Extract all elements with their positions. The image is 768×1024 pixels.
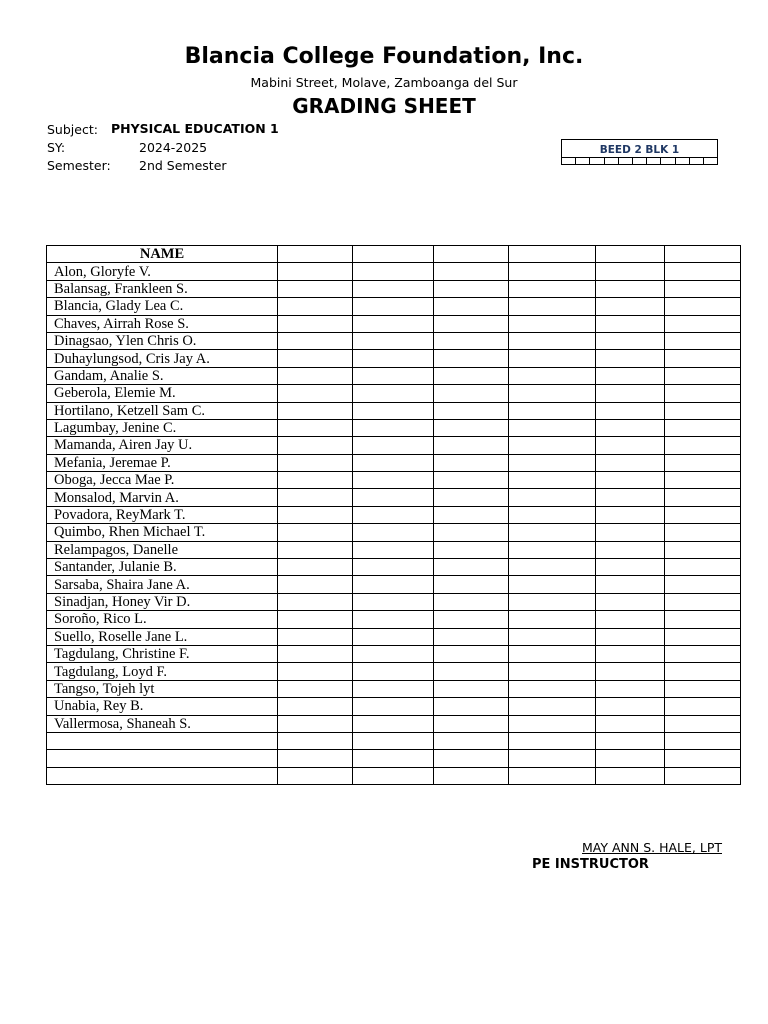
grade-cell[interactable] [434, 419, 509, 436]
grade-cell[interactable] [596, 298, 665, 315]
grade-cell[interactable] [509, 645, 596, 662]
grade-cell[interactable] [509, 454, 596, 471]
grade-cell[interactable] [665, 645, 741, 662]
grade-cell[interactable] [278, 732, 353, 749]
grade-cell[interactable] [509, 350, 596, 367]
grade-cell[interactable] [665, 611, 741, 628]
student-rows [47, 263, 741, 785]
student-name-cell: Vallermosa, Shaneah S. [47, 715, 278, 732]
grade-cell[interactable] [353, 263, 434, 280]
student-name-cell: Balansag, Frankleen S. [47, 280, 278, 297]
grade-cell[interactable] [434, 698, 509, 715]
grade-cell[interactable] [434, 472, 509, 489]
table-row [47, 263, 741, 280]
grade-cell[interactable] [509, 298, 596, 315]
student-name-cell: Tagdulang, Christine F. [47, 645, 278, 662]
grade-cell[interactable] [509, 576, 596, 593]
grade-cell[interactable] [596, 541, 665, 558]
table-row [47, 419, 741, 436]
grade-cell[interactable] [665, 472, 741, 489]
grade-cell[interactable] [596, 332, 665, 349]
grade-cell[interactable] [509, 628, 596, 645]
grade-cell[interactable] [665, 437, 741, 454]
grade-cell[interactable] [596, 698, 665, 715]
grade-cell[interactable] [596, 628, 665, 645]
grade-cell[interactable] [434, 628, 509, 645]
grade-cell[interactable] [434, 506, 509, 523]
table-header-row [47, 246, 741, 263]
student-name-cell: Tagdulang, Loyd F. [47, 663, 278, 680]
grade-cell[interactable] [278, 559, 353, 576]
grade-cell[interactable] [665, 298, 741, 315]
table-row [47, 559, 741, 576]
grade-cell[interactable] [353, 576, 434, 593]
grade-cell[interactable] [509, 698, 596, 715]
grade-cell[interactable] [509, 385, 596, 402]
grade-cell[interactable] [509, 506, 596, 523]
grade-cell[interactable] [434, 645, 509, 662]
grade-cell[interactable] [434, 263, 509, 280]
grade-cell[interactable] [278, 280, 353, 297]
grade-cell[interactable] [353, 732, 434, 749]
student-name-cell [47, 732, 278, 749]
semester-value: 2nd Semester [139, 158, 227, 173]
school-address: Mabini Street, Molave, Zamboanga del Sur [250, 75, 518, 90]
grade-cell[interactable] [665, 385, 741, 402]
grade-cell[interactable] [278, 315, 353, 332]
subject-value: PHYSICAL EDUCATION 1 [111, 121, 279, 136]
table-row [47, 350, 741, 367]
grade-cell[interactable] [278, 750, 353, 767]
grade-cell[interactable] [278, 385, 353, 402]
grade-cell[interactable] [509, 750, 596, 767]
grade-cell[interactable] [596, 402, 665, 419]
grade-cell[interactable] [353, 402, 434, 419]
grade-cell[interactable] [353, 524, 434, 541]
grade-column-header [353, 246, 434, 263]
grade-cell[interactable] [509, 419, 596, 436]
grade-cell[interactable] [278, 715, 353, 732]
grade-cell[interactable] [434, 541, 509, 558]
grade-cell[interactable] [665, 454, 741, 471]
grade-cell[interactable] [278, 350, 353, 367]
grade-cell[interactable] [278, 593, 353, 610]
grade-cell[interactable] [434, 332, 509, 349]
grade-cell[interactable] [434, 732, 509, 749]
table-row [47, 385, 741, 402]
grade-cell[interactable] [278, 506, 353, 523]
table-row [47, 472, 741, 489]
grade-cell[interactable] [596, 593, 665, 610]
student-name-cell: Mefania, Jeremae P. [47, 454, 278, 471]
grade-cell[interactable] [509, 559, 596, 576]
grade-cell[interactable] [596, 315, 665, 332]
grade-cell[interactable] [353, 437, 434, 454]
student-name-cell: Alon, Gloryfe V. [47, 263, 278, 280]
grade-cell[interactable] [278, 611, 353, 628]
grade-cell[interactable] [353, 628, 434, 645]
grade-cell[interactable] [278, 419, 353, 436]
grade-cell[interactable] [596, 454, 665, 471]
grade-cell[interactable] [665, 489, 741, 506]
grade-cell[interactable] [509, 472, 596, 489]
grade-cell[interactable] [596, 367, 665, 384]
grade-cell[interactable] [596, 732, 665, 749]
grade-cell[interactable] [509, 489, 596, 506]
grade-cell[interactable] [596, 524, 665, 541]
grade-cell[interactable] [509, 263, 596, 280]
grade-cell[interactable] [596, 715, 665, 732]
table-row [47, 645, 741, 662]
student-name-cell: Suello, Roselle Jane L. [47, 628, 278, 645]
table-row [47, 541, 741, 558]
table-row [47, 315, 741, 332]
grade-cell[interactable] [434, 454, 509, 471]
grade-cell[interactable] [665, 541, 741, 558]
grade-cell[interactable] [278, 402, 353, 419]
grade-cell[interactable] [353, 367, 434, 384]
table-row [47, 576, 741, 593]
grade-column-header [596, 246, 665, 263]
grade-cell[interactable] [278, 298, 353, 315]
grade-cell[interactable] [509, 593, 596, 610]
grade-cell[interactable] [665, 506, 741, 523]
grade-cell[interactable] [434, 715, 509, 732]
student-name-cell: Povadora, ReyMark T. [47, 506, 278, 523]
grade-cell[interactable] [434, 524, 509, 541]
grade-cell[interactable] [665, 402, 741, 419]
grade-cell[interactable] [509, 524, 596, 541]
grading-table [46, 245, 741, 785]
grade-cell[interactable] [278, 663, 353, 680]
student-name-cell: Oboga, Jecca Mae P. [47, 472, 278, 489]
grade-cell[interactable] [278, 628, 353, 645]
school-name: Blancia College Foundation, Inc. [184, 44, 584, 69]
table-row [47, 454, 741, 471]
grade-cell[interactable] [278, 472, 353, 489]
grade-cell[interactable] [278, 767, 353, 784]
grade-cell[interactable] [509, 402, 596, 419]
grade-cell[interactable] [434, 385, 509, 402]
grade-cell[interactable] [434, 559, 509, 576]
student-name-cell: Sinadjan, Honey Vir D. [47, 593, 278, 610]
subject-label: Subject: [47, 122, 98, 137]
grade-cell[interactable] [509, 332, 596, 349]
grade-cell[interactable] [353, 698, 434, 715]
grade-cell[interactable] [434, 680, 509, 697]
student-name-cell: Sarsaba, Shaira Jane A. [47, 576, 278, 593]
grade-cell[interactable] [353, 593, 434, 610]
grade-cell[interactable] [665, 593, 741, 610]
sy-label: SY: [47, 140, 66, 155]
grade-cell[interactable] [434, 315, 509, 332]
grade-cell[interactable] [596, 280, 665, 297]
student-name-cell: Quimbo, Rhen Michael T. [47, 524, 278, 541]
grade-cell[interactable] [434, 437, 509, 454]
table-row [47, 628, 741, 645]
grade-cell[interactable] [509, 541, 596, 558]
grade-cell[interactable] [353, 645, 434, 662]
grade-cell[interactable] [665, 367, 741, 384]
grade-cell[interactable] [665, 680, 741, 697]
student-name-cell: Soroño, Rico L. [47, 611, 278, 628]
grade-cell[interactable] [278, 541, 353, 558]
table-row [47, 732, 741, 749]
grade-cell[interactable] [434, 402, 509, 419]
grade-cell[interactable] [596, 350, 665, 367]
grade-cell[interactable] [278, 367, 353, 384]
grade-cell[interactable] [665, 698, 741, 715]
student-name-cell: Monsalod, Marvin A. [47, 489, 278, 506]
grade-cell[interactable] [596, 263, 665, 280]
grade-cell[interactable] [665, 263, 741, 280]
semester-label: Semester: [47, 158, 111, 173]
instructor-role: PE INSTRUCTOR [532, 857, 649, 872]
table-row [47, 367, 741, 384]
grade-cell[interactable] [596, 611, 665, 628]
grade-cell[interactable] [596, 489, 665, 506]
grade-cell[interactable] [596, 680, 665, 697]
student-name-cell: Gandam, Analie S. [47, 367, 278, 384]
grade-cell[interactable] [596, 385, 665, 402]
grade-cell[interactable] [353, 419, 434, 436]
table-row [47, 524, 741, 541]
grade-cell[interactable] [434, 750, 509, 767]
grade-cell[interactable] [434, 576, 509, 593]
grade-cell[interactable] [434, 767, 509, 784]
student-name-cell: Hortilano, Ketzell Sam C. [47, 402, 278, 419]
grade-cell[interactable] [278, 454, 353, 471]
table-row [47, 715, 741, 732]
grade-cell[interactable] [665, 315, 741, 332]
grade-cell[interactable] [353, 680, 434, 697]
grade-cell[interactable] [434, 593, 509, 610]
grade-cell[interactable] [509, 715, 596, 732]
grade-cell[interactable] [434, 350, 509, 367]
grade-cell[interactable] [278, 645, 353, 662]
grade-cell[interactable] [434, 298, 509, 315]
sy-value: 2024-2025 [139, 140, 208, 155]
student-name-cell [47, 750, 278, 767]
student-name-cell: Chaves, Airrah Rose S. [47, 315, 278, 332]
student-name-cell: Tangso, Tojeh lyt [47, 680, 278, 697]
grade-cell[interactable] [353, 454, 434, 471]
grade-cell[interactable] [353, 385, 434, 402]
grade-cell[interactable] [665, 332, 741, 349]
grade-cell[interactable] [278, 489, 353, 506]
grade-cell[interactable] [596, 506, 665, 523]
grade-column-header [509, 246, 596, 263]
grade-cell[interactable] [353, 559, 434, 576]
table-row [47, 437, 741, 454]
grade-cell[interactable] [596, 663, 665, 680]
table-row [47, 663, 741, 680]
grade-cell[interactable] [665, 732, 741, 749]
grade-cell[interactable] [278, 576, 353, 593]
grade-cell[interactable] [596, 645, 665, 662]
grade-cell[interactable] [509, 280, 596, 297]
grade-cell[interactable] [278, 332, 353, 349]
grade-cell[interactable] [665, 419, 741, 436]
grade-cell[interactable] [509, 663, 596, 680]
student-name-cell: Duhaylungsod, Cris Jay A. [47, 350, 278, 367]
student-name-cell: Mamanda, Airen Jay U. [47, 437, 278, 454]
grade-cell[interactable] [665, 767, 741, 784]
table-row [47, 767, 741, 784]
grade-cell[interactable] [353, 506, 434, 523]
grade-cell[interactable] [509, 437, 596, 454]
grade-cell[interactable] [665, 628, 741, 645]
grade-cell[interactable] [509, 680, 596, 697]
grade-cell[interactable] [353, 750, 434, 767]
grade-cell[interactable] [665, 663, 741, 680]
grade-cell[interactable] [353, 715, 434, 732]
table-row [47, 506, 741, 523]
grade-cell[interactable] [278, 437, 353, 454]
table-row [47, 332, 741, 349]
grade-cell[interactable] [665, 350, 741, 367]
grade-cell[interactable] [353, 315, 434, 332]
grade-cell[interactable] [665, 559, 741, 576]
table-row [47, 489, 741, 506]
grade-cell[interactable] [278, 680, 353, 697]
name-column-header: NAME [47, 246, 278, 263]
student-name-cell: Dinagsao, Ylen Chris O. [47, 332, 278, 349]
grade-cell[interactable] [596, 472, 665, 489]
student-name-cell: Unabia, Rey B. [47, 698, 278, 715]
grade-column-header [665, 246, 741, 263]
block-box [561, 139, 718, 165]
block-label: BEED 2 BLK 1 [599, 144, 680, 156]
table-row [47, 402, 741, 419]
instructor-name: MAY ANN S. HALE, LPT [582, 840, 722, 855]
table-row [47, 698, 741, 715]
table-row [47, 680, 741, 697]
grade-cell[interactable] [509, 767, 596, 784]
grade-cell[interactable] [434, 663, 509, 680]
grade-cell[interactable] [665, 750, 741, 767]
student-name-cell: Relampagos, Danelle [47, 541, 278, 558]
grade-cell[interactable] [509, 732, 596, 749]
student-name-cell: Geberola, Elemie M. [47, 385, 278, 402]
student-name-cell: Santander, Julanie B. [47, 559, 278, 576]
grade-cell[interactable] [509, 611, 596, 628]
grade-cell[interactable] [434, 367, 509, 384]
table-row [47, 611, 741, 628]
sheet-title: GRADING SHEET [292, 94, 476, 118]
grade-cell[interactable] [434, 280, 509, 297]
grade-cell[interactable] [434, 611, 509, 628]
grade-cell[interactable] [278, 698, 353, 715]
grade-cell[interactable] [353, 280, 434, 297]
grade-cell[interactable] [596, 767, 665, 784]
grade-cell[interactable] [353, 350, 434, 367]
student-name-cell: Lagumbay, Jenine C. [47, 419, 278, 436]
grade-cell[interactable] [665, 715, 741, 732]
grade-cell[interactable] [278, 263, 353, 280]
table-row [47, 280, 741, 297]
grade-cell[interactable] [353, 332, 434, 349]
grade-column-header [434, 246, 509, 263]
grade-cell[interactable] [596, 559, 665, 576]
grade-cell[interactable] [596, 576, 665, 593]
student-name-cell: Blancia, Glady Lea C. [47, 298, 278, 315]
grade-cell[interactable] [353, 472, 434, 489]
grade-cell[interactable] [353, 298, 434, 315]
grade-cell[interactable] [665, 280, 741, 297]
grade-cell[interactable] [353, 541, 434, 558]
block-ticks [562, 157, 717, 164]
grade-cell[interactable] [509, 315, 596, 332]
grade-cell[interactable] [353, 767, 434, 784]
grade-cell[interactable] [596, 437, 665, 454]
student-name-cell [47, 767, 278, 784]
grade-cell[interactable] [665, 524, 741, 541]
grade-cell[interactable] [596, 750, 665, 767]
table-row [47, 298, 741, 315]
grade-cell[interactable] [596, 419, 665, 436]
table-row [47, 750, 741, 767]
grade-cell[interactable] [665, 576, 741, 593]
grade-cell[interactable] [278, 524, 353, 541]
grade-cell[interactable] [353, 663, 434, 680]
grade-column-header [278, 246, 353, 263]
table-row [47, 593, 741, 610]
grade-cell[interactable] [434, 489, 509, 506]
grade-cell[interactable] [353, 489, 434, 506]
grade-cell[interactable] [353, 611, 434, 628]
grade-cell[interactable] [509, 367, 596, 384]
